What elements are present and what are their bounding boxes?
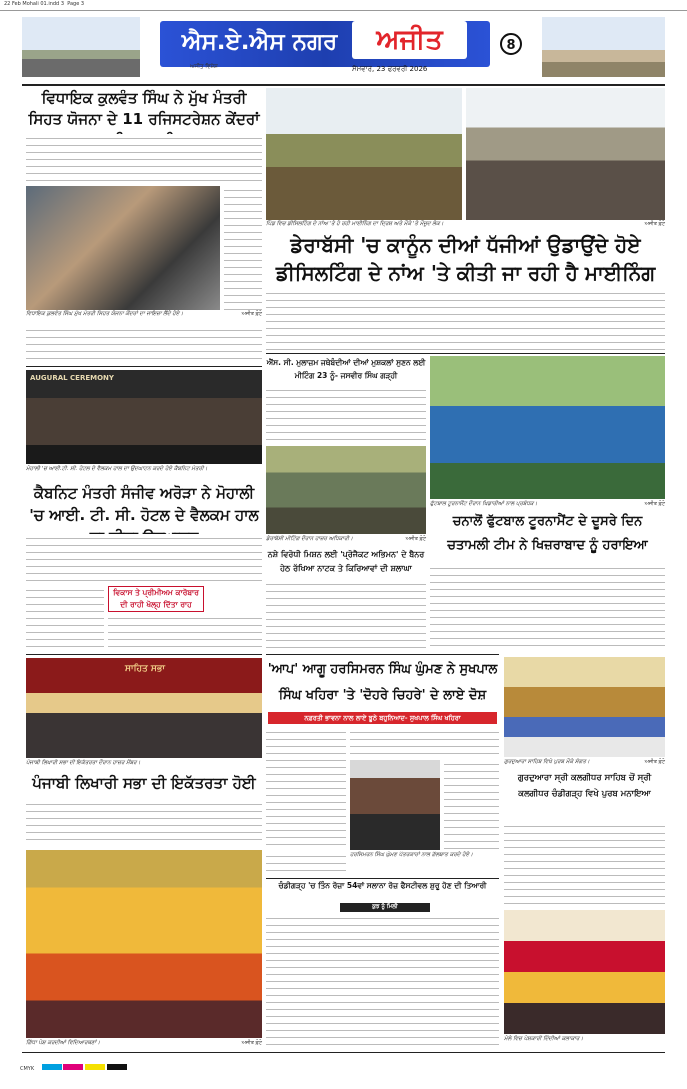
cabinet-body-3: [108, 614, 262, 650]
aap-photo: [350, 760, 440, 850]
supplement-label: ਅਜੀਤ ਵਿਸ਼ੇਸ਼: [190, 64, 218, 70]
mela-byline: ਅਜੀਤ ਫ਼ੋਟੋ: [241, 1040, 262, 1046]
mela-headline: ਚੰਡੀਗੜ੍ਹ 'ਚ ਤਿੰਨ ਰੋਜ਼ਾ 54ਵਾਂ ਸਲਾਨਾ ਰੋਜ਼ ਫੈਸਟੀਵਲ ਸ਼ੁਰੂ ਹੋਣ ਦੀ ਤਿਆਰੀ: [278, 881, 487, 890]
mela-photo-right: [504, 910, 665, 1034]
aap-caption: ਹਰਸਿਮਰਨ ਸਿੰਘ ਘੁੰਮਣ ਪੱਤਰਕਾਰਾਂ ਨਾਲ ਗੱਲਬਾਤ ਕਰਦੇ ਹੋਏ।: [350, 852, 473, 858]
meeting-byline: ਅਜੀਤ ਫ਼ੋਟੋ: [405, 536, 426, 542]
aap-body-4: [266, 852, 346, 876]
derabassi-headline-2: ਡੀਸਿਲਟਿੰਗ ਦੇ ਨਾਂਅ 'ਤੇ ਕੀਤੀ ਜਾ ਰਹੀ ਹੈ ਮਾਈਨਿੰਗ: [275, 261, 656, 285]
football-body: [430, 564, 665, 650]
crop-mark-line: [0, 10, 687, 11]
black-swatch: [107, 1064, 127, 1070]
vidhayak-photo: [26, 186, 220, 310]
sabha-body: [26, 800, 262, 846]
meeting-caption: ਡੇਰਾਬੱਸੀ ਮੀਟਿੰਗ ਦੌਰਾਨ ਹਾਜ਼ਰ ਅਧਿਕਾਰੀ।: [266, 536, 353, 542]
date-line: ਸੋਮਵਾਰ, 23 ਫਰਵਰੀ 2026: [352, 65, 428, 73]
masthead-rule: [22, 84, 665, 86]
rule-mid-2: [266, 654, 499, 655]
mela-caption-left: ਗਿੱਧਾ ਪੇਸ਼ ਕਰਦੀਆਂ ਵਿਦਿਆਰਥਣਾਂ।: [26, 1040, 100, 1046]
derabassi-headline-1: ਡੇਰਾਬੱਸੀ 'ਚ ਕਾਨੂੰਨ ਦੀਆਂ ਧੱਜੀਆਂ ਉਡਾਉਂਦੇ ਹੋਏ: [290, 233, 641, 257]
football-headline: ਚਨਾਲੋਂ ਫੁੱਟਬਾਲ ਟੂਰਨਾਮੈਂਟ ਦੇ ਦੂਸਰੇ ਦਿਨ ਚਤਾਮਲੀ ਟੀਮ ਨੇ ਖਿਜ਼ਰਾਬਾਦ ਨੂੰ ਹਰਾਇਆ: [447, 514, 648, 553]
masthead-left-photo: [22, 17, 140, 77]
meeting-photo: [266, 446, 426, 534]
vidhayak-body-right: [224, 186, 262, 310]
cabinet-body-1: [26, 534, 262, 584]
gurdwara-byline: ਅਜੀਤ ਫ਼ੋਟੋ: [644, 759, 665, 765]
page-number: 8: [500, 33, 522, 55]
football-photo: [430, 356, 665, 499]
aap-headline: 'ਆਪ' ਆਗੂ ਹਰਸਿਮਰਨ ਸਿੰਘ ਘੁੰਮਣ ਨੇ ਸੁਖਪਾਲ ਸਿੰਘ ਖਹਿਰਾ 'ਤੇ 'ਦੋਹਰੇ ਚਿਹਰੇ' ਦੇ ਲਾਏ ਦੋਸ਼: [267, 662, 498, 703]
derabassi-byline: ਅਜੀਤ ਫ਼ੋਟੋ: [644, 221, 665, 227]
masthead-right-photo: [542, 17, 665, 77]
sabha-headline: ਪੰਜਾਬੀ ਲਿਖਾਰੀ ਸਭਾ ਦੀ ਇਕੱਤਰਤਾ ਹੋਈ: [32, 774, 256, 792]
rule-mid-1: [266, 353, 665, 354]
vidhayak-body-top: [26, 134, 262, 184]
aap-red-banner: ਨਫ਼ਰਤੀ ਭਾਵਨਾ ਨਾਲ ਲਾਏ ਝੂਠੇ ਬਹੁਨਿਆਦ- ਸੁਖਪਾਲ ਸਿੰਘ ਖਹਿਰਾ: [268, 712, 497, 724]
derabassi-photo-left: [266, 88, 462, 220]
footer-rule: [22, 1052, 665, 1053]
footer-color-strip: [20, 1064, 670, 1074]
vidhayak-caption: ਵਿਧਾਇਕ ਕੁਲਵੰਤ ਸਿੰਘ ਮੁੱਖ ਮੰਤਰੀ ਸਿਹਤ ਯੋਜਨਾ ਕੇਂਦਰਾਂ ਦਾ ਜਾਇਜ਼ਾ ਲੈਂਦੇ ਹੋਏ।: [26, 311, 184, 317]
vidhayak-headline: ਵਿਧਾਇਕ ਕੁਲਵੰਤ ਸਿੰਘ ਨੇ ਮੁੱਖ ਮੰਤਰੀ ਸਿਹਤ ਯੋਜਨਾ ਦੇ 11 ਰਜਿਸਟਰੇਸ਼ਨ ਕੇਂਦਰਾਂ: [28, 89, 260, 128]
sabha-photo-banner: ਸਾਹਿਤ ਸਭਾ: [125, 664, 165, 674]
meta-text: 22 Feb Mohali 01.indd 3: [4, 1, 64, 7]
sabha-caption: ਪੰਜਾਬੀ ਲਿਖਾਰੀ ਸਭਾ ਦੀ ਇਕੱਤਰਤਾ ਦੌਰਾਨ ਹਾਜ਼ਰ ਮੈਂਬਰ।: [26, 760, 141, 766]
nashe-body: [266, 580, 426, 650]
derabassi-body: [266, 289, 665, 351]
football-byline: ਅਜੀਤ ਫ਼ੋਟੋ: [644, 501, 665, 507]
cabinet-photo-banner: AUGURAL CEREMONY: [30, 374, 114, 382]
mela-subhead: ਕੁਝ ਨੂੰ ਮਿਲੀ: [340, 903, 430, 912]
top-meta: [4, 1, 304, 9]
magenta-swatch: [63, 1064, 83, 1070]
aap-body-1: [266, 728, 346, 850]
meeting-headline: ਐੱਸ. ਸੀ. ਮੁਲਾਜ਼ਮ ਜਥੇਬੰਦੀਆਂ ਦੀਆਂ ਮੁਸ਼ਕਲਾਂ ਸੁਣਨ ਲਈ ਮੀਟਿੰਗ 23 ਨੂੰ- ਜਸਵੀਰ ਸਿੰਘ ਗੜ੍ਹੀ: [266, 358, 426, 380]
city-title: ਐਸ.ਏ.ਐਸ ਨਗਰ: [181, 29, 338, 55]
rule-left-2: [26, 654, 262, 655]
mela-photo-left: [26, 850, 262, 1038]
cabinet-caption: ਮੋਹਾਲੀ 'ਚ ਆਈ.ਟੀ. ਸੀ. ਹੋਟਲ ਦੇ ਵੈਲਕਮ ਹਾਲ ਦਾ ਉਦਘਾਟਨ ਕਰਦੇ ਹੋਏ ਕੈਬਨਿਟ ਮੰਤਰੀ।: [26, 466, 208, 472]
football-caption: ਫੁੱਟਬਾਲ ਟੂਰਨਾਮੈਂਟ ਦੌਰਾਨ ਖਿਡਾਰੀਆਂ ਨਾਲ ਪ੍ਰਬੰਧਕ।: [430, 501, 538, 507]
cyan-swatch: [42, 1064, 62, 1070]
derabassi-caption: ਪਿੰਡ ਵਿਚ ਡੀਸਿਲਟਿੰਗ ਦੇ ਨਾਂਅ 'ਤੇ ਹੋ ਰਹੀ ਮਾਈਨਿੰਗ ਦਾ ਦ੍ਰਿਸ਼ ਅਤੇ ਮੌਕੇ 'ਤੇ ਮੌਜੂਦ ਲੋਕ।: [266, 221, 444, 227]
mela-caption-right: ਮੇਲੇ ਵਿਚ ਪੇਸ਼ਕਾਰੀ ਦਿੰਦੀਆਂ ਕਲਾਕਾਰ।: [504, 1036, 584, 1042]
gurdwara-caption: ਗੁਰਦੁਆਰਾ ਸਾਹਿਬ ਵਿਖੇ ਪੁਰਬ ਮੌਕੇ ਸੰਗਤ।: [504, 759, 590, 765]
aap-body-3: [444, 760, 499, 850]
paper-name: ਅਜੀਤ: [352, 21, 467, 59]
cabinet-body-2: [26, 586, 104, 650]
cabinet-photo: [26, 370, 262, 464]
rule-left-1: [26, 366, 262, 367]
gurdwara-body: [504, 822, 665, 908]
color-strip-label: CMYK: [20, 1066, 35, 1072]
gurdwara-photo: [504, 657, 665, 757]
rule-mid-3: [266, 878, 499, 879]
cabinet-headline: ਕੈਬਨਿਟ ਮੰਤਰੀ ਸੰਜੀਵ ਅਰੋੜਾ ਨੇ ਮੋਹਾਲੀ 'ਚ ਆਈ. ਟੀ. ਸੀ. ਹੋਟਲ ਦੇ ਵੈਲਕਮ ਹਾਲ: [29, 484, 259, 524]
yellow-swatch: [85, 1064, 105, 1070]
gurdwara-headline: ਗੁਰਦੁਆਰਾ ਸ੍ਰੀ ਕਲਗੀਧਰ ਸਾਹਿਬ ਚੋਂ ਸ੍ਰੀ ਕਲਗੀਧਰ ਚੰਡੀਗੜ੍ਹ ਵਿਖੇ ਪੁਰਬ ਮਨਾਇਆ: [517, 773, 652, 799]
vidhayak-body-bottom: [26, 326, 262, 364]
page-label: Page 3: [67, 1, 85, 7]
cabinet-pullquote: ਵਿਕਾਸ ਤੇ ਪ੍ਰੀਮੀਅਮ ਕਾਰੋਬਾਰ ਦੀ ਰਾਹੀ ਖੋਲ੍ਹ ਦਿੱਤਾ ਰਾਹ: [108, 586, 204, 612]
nashe-headline: ਨਸ਼ੇ ਵਿਰੋਧੀ ਮਿਸ਼ਨ ਲਈ 'ਪ੍ਰੋਜੈਕਟ ਅਭਿਮਨ' ਦੇ ਬੈਨਰ ਹੇਠ ਰੱਖਿਆ ਨਾਟਕ ਤੇ ਕਿਰਿਆਵਾਂ ਦੀ ਸ਼ਲਾਘਾ: [267, 550, 425, 573]
masthead: [22, 13, 665, 81]
aap-body-2: [350, 728, 499, 758]
derabassi-photo-right: [466, 88, 665, 220]
mela-body: [266, 914, 499, 1048]
meeting-body: [266, 386, 426, 444]
vidhayak-byline: ਅਜੀਤ ਫ਼ੋਟੋ: [241, 311, 262, 317]
